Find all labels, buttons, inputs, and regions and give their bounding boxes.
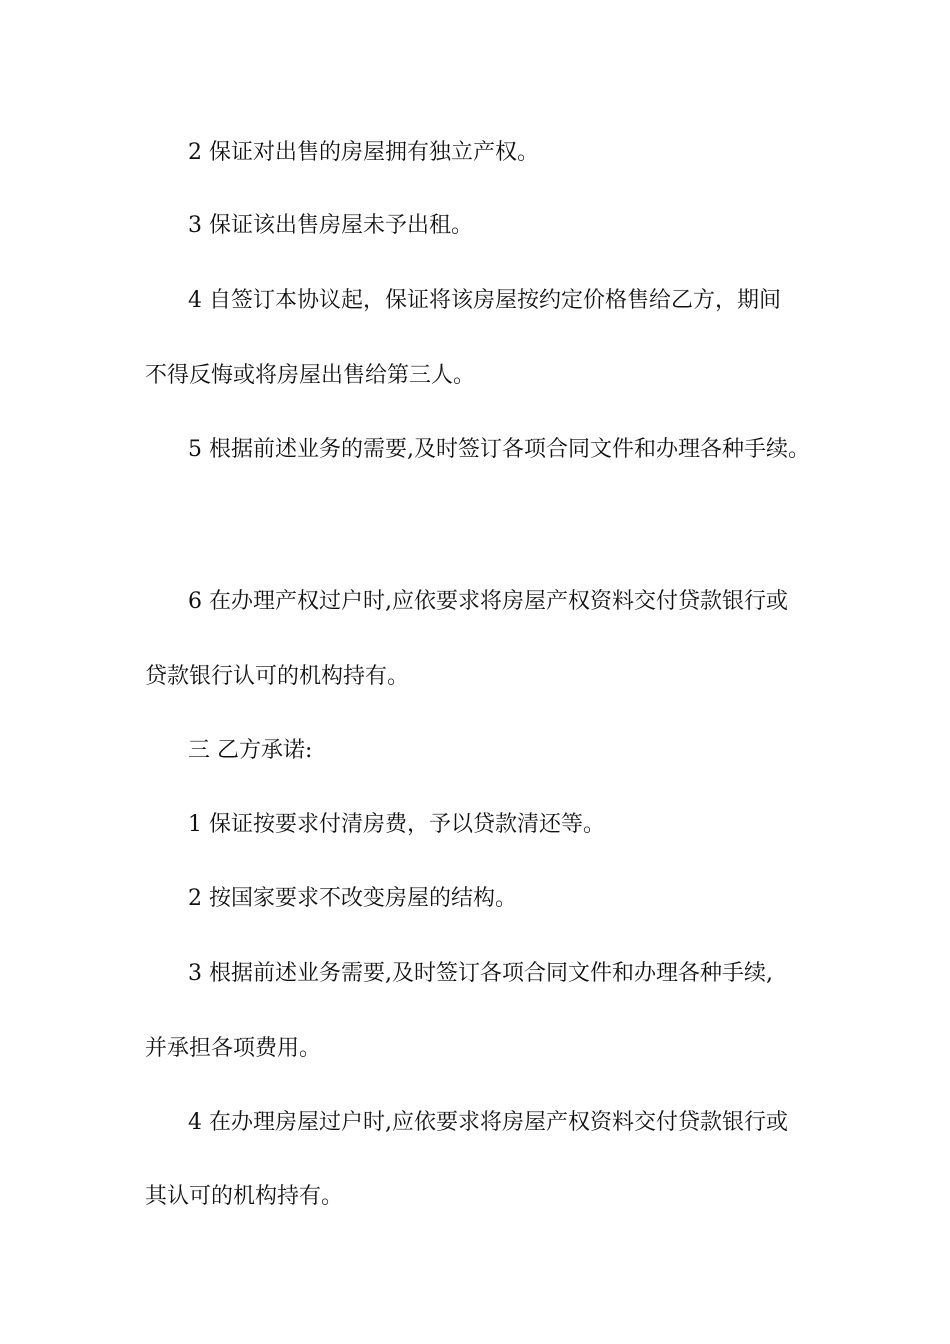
text-line: 3 保证该出售房屋未予出租。 [188,213,473,238]
text-line: 2 保证对出售的房屋拥有独立产权。 [188,140,539,165]
text-line: 6 在办理产权过户时,应依要求将房屋产权资料交付贷款银行或 [188,589,788,614]
text-line: 不得反悔或将房屋出售给第三人。 [145,363,476,388]
text-line: 并承担各项费用。 [145,1036,322,1061]
text-line: 4 在办理房屋过户时,应依要求将房屋产权资料交付贷款银行或 [188,1110,788,1135]
text-line: 4 自签订本协议起，保证将该房屋按约定价格售给乙方，期间 [188,288,781,313]
text-line: 贷款银行认可的机构持有。 [145,664,410,689]
text-line: 5 根据前述业务的需要,及时签订各项合同文件和办理各种手续。 [188,437,810,462]
text-line: 其认可的机构持有。 [145,1184,344,1209]
section-heading: 三 乙方承诺: [188,738,313,763]
text-line: 2 按国家要求不改变房屋的结构。 [188,886,517,911]
text-line: 3 根据前述业务需要,及时签订各项合同文件和办理各种手续, [188,961,773,986]
text-line: 1 保证按要求付清房费，予以贷款清还等。 [188,812,605,837]
